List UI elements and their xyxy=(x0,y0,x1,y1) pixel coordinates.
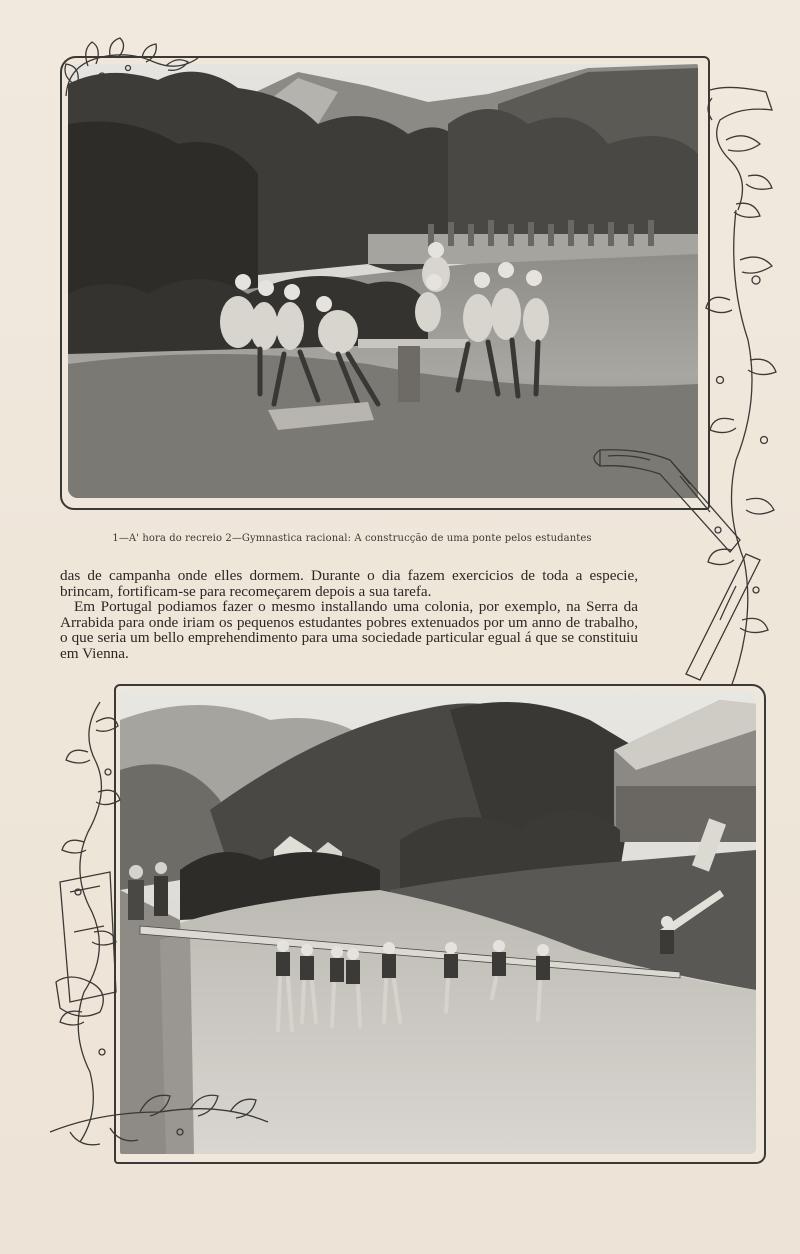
photo-bridge-building xyxy=(120,690,756,1154)
article-body xyxy=(60,568,638,662)
photo-caption: 1—A' hora do recreio 2—Gymnastica racional: A construcção de uma ponte pelos estudantes xyxy=(112,533,592,544)
photo-recess-hour xyxy=(68,64,698,498)
paragraph-2: Em Portugal podiamos fazer o mesmo installando uma colonia, por exemplo, na Serra da Arrabida para onde iriam os pequenos estudantes pobres extenuados por um anno de trabalho, o que seria um bello emprehendimento para uma sociedade particular egual á que se constituiu em Vienna. xyxy=(60,598,638,662)
paragraph-1: das de campanha onde elles dormem. Durante o dia fazem exercicios de toda a especie, brincam, fortificam-se para recomeçarem depois a sua tarefa. xyxy=(60,567,638,600)
